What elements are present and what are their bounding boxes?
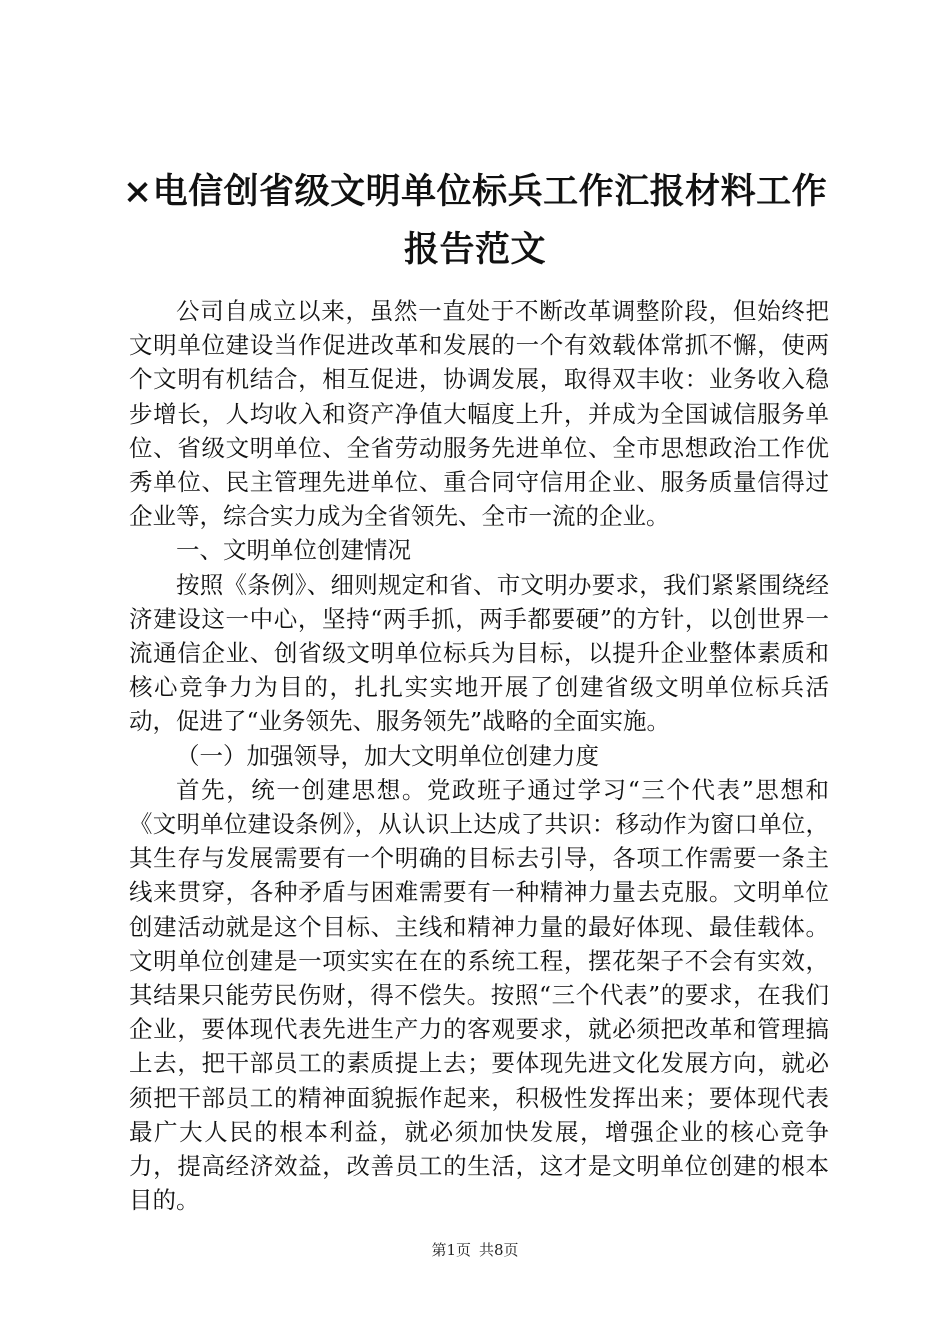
paragraph-subsection-1: 首先，统一创建思想。党政班子通过学习“三个代表”思想和《文明单位建设条例》，从认识上达成了共识：移动作为窗口单位，其生存与发展需要有一个明确的目标去引导，各项工作需要一条主线来贯穿，各种矛盾与困难需要有一种精神力量去克服。文明单位创建活动就是这个目标、主线和精神力量的最好体现、最佳载体。文明单位创建是一项实实在在的系统工程，摆花架子不会有实效，其结果只能劳民伤财，得不偿失。按照“三个代表”的要求，在我们企业，要体现代表先进生产力的客观要求，就必须把改革和管理搞上去，把干部员工的素质提上去；要体现先进文化发展方向，就必须把干部员工的精神面貌振作起来，积极性发挥出来；要体现代表最广大人民的根本利益，就必须加快发展，增强企业的核心竞争力，提高经济效益，改善员工的生活，这才是文明单位创建的根本目的。 (129, 775, 829, 1215)
section-heading-1: 一、文明单位创建情况 (176, 536, 411, 565)
document-body (129, 294, 829, 1217)
page-footer (0, 1240, 950, 1260)
subsection-heading-1: （一）加强领导，加大文明单位创建力度 (176, 741, 599, 770)
page-total: 共8页 (479, 1241, 519, 1259)
page-number: 第1页 (431, 1241, 471, 1259)
paragraph-section-1: 按照《条例》、细则规定和省、市文明办要求，我们紧紧围绕经济建设这一中心，坚持“两手抓，两手都要硬”的方针，以创世界一流通信企业、创省级文明单位标兵为目标，以提升企业整体素质和核心竞争力为目的，扎扎实实地开展了创建省级文明单位标兵活动，促进了“业务领先、服务领先”战略的全面实施。 (129, 570, 829, 736)
document-title: ×电信创省级文明单位标兵工作汇报材料工作报告范文 (122, 171, 828, 270)
paragraph-intro: 公司自成立以来，虽然一直处于不断改革调整阶段，但始终把文明单位建设当作促进改革和发展的一个有效载体常抓不懈，使两个文明有机结合，相互促进，协调发展，取得双丰收：业务收入稳步增长，人均收入和资产净值大幅度上升，并成为全国诚信服务单位、省级文明单位、全省劳动服务先进单位、全市思想政治工作优秀单位、民主管理先进单位、重合同守信用企业、服务质量信得过企业等，综合实力成为全省领先、全市一流的企业。 (129, 297, 829, 531)
